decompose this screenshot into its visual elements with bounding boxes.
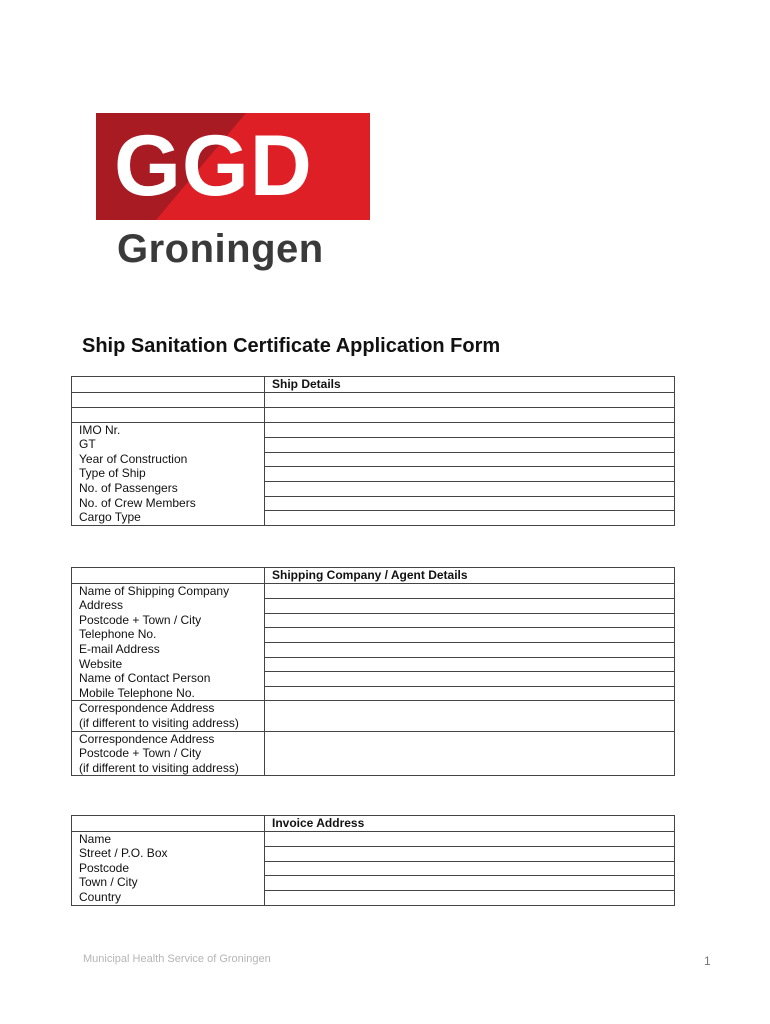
input-correspondence-address[interactable]: [265, 701, 675, 731]
label-email: E-mail Address: [79, 641, 160, 656]
ship-details-header: Ship Details: [265, 377, 675, 393]
input-company-name[interactable]: [265, 584, 674, 600]
input-telephone[interactable]: [265, 628, 674, 643]
label-ship-type: Type of Ship: [79, 466, 146, 481]
input-ship-type[interactable]: [265, 467, 674, 482]
header-empty-cell: [72, 816, 265, 832]
company-field-labels: [72, 583, 265, 701]
label-correspondence-postcode: [72, 731, 265, 776]
label-postcode-town: Postcode + Town / City: [79, 612, 202, 627]
label-cargo: Cargo Type: [79, 510, 141, 525]
input-name[interactable]: [265, 832, 674, 848]
label-name: Name: [79, 831, 112, 846]
page-number: 1: [704, 954, 711, 968]
input-mobile[interactable]: [265, 687, 674, 701]
blank-row-input[interactable]: [265, 407, 675, 422]
label-website: Website: [79, 656, 123, 671]
input-crew[interactable]: [265, 497, 674, 512]
label-mobile: Mobile Telephone No.: [79, 685, 195, 700]
logo-city-name: Groningen: [117, 227, 324, 271]
invoice-address-table: [71, 815, 675, 906]
company-details-table: [71, 567, 675, 776]
page-title: Ship Sanitation Certificate Application Form: [82, 335, 501, 357]
label-correspondence-address: [72, 701, 265, 731]
input-passengers[interactable]: [265, 482, 674, 497]
label-correspondence-note: (if different to visiting address): [79, 715, 239, 730]
input-street[interactable]: [265, 847, 674, 862]
ggd-logo: [96, 113, 370, 273]
input-contact-person[interactable]: [265, 672, 674, 687]
header-empty-cell: [72, 568, 265, 584]
input-country[interactable]: [265, 891, 674, 905]
label-year: Year of Construction: [79, 451, 188, 466]
label-country: Country: [79, 889, 122, 904]
input-cargo[interactable]: [265, 511, 674, 525]
label-telephone: Telephone No.: [79, 627, 157, 642]
label-town: Town / City: [79, 875, 138, 890]
invoice-address-header: Invoice Address: [265, 816, 675, 832]
input-imo[interactable]: [265, 423, 674, 439]
label-correspondence-note: (if different to visiting address): [79, 760, 239, 775]
label-passengers: No. of Passengers: [79, 480, 178, 495]
footer-text: Municipal Health Service of Groningen: [83, 953, 271, 965]
label-street: Street / P.O. Box: [79, 846, 168, 861]
input-address[interactable]: [265, 599, 674, 614]
invoice-field-inputs: [265, 831, 675, 905]
logo-red-block: [96, 113, 370, 220]
input-correspondence-postcode[interactable]: [265, 731, 675, 776]
label-company-name: Name of Shipping Company: [79, 583, 230, 598]
header-empty-cell: [72, 377, 265, 393]
label-imo: IMO Nr.: [79, 422, 121, 437]
label-correspondence-postcode-line: Postcode + Town / City: [79, 746, 202, 761]
blank-row-input[interactable]: [265, 392, 675, 407]
blank-row-label: [72, 392, 265, 407]
invoice-field-labels: [72, 831, 265, 905]
logo-letters: GGD: [114, 118, 313, 214]
ship-details-table: [71, 376, 675, 526]
label-gt: GT: [79, 437, 96, 452]
ship-field-inputs: [265, 422, 675, 525]
label-postcode: Postcode: [79, 860, 130, 875]
label-contact-person: Name of Contact Person: [79, 671, 211, 686]
input-email[interactable]: [265, 643, 674, 658]
input-gt[interactable]: [265, 438, 674, 453]
label-correspondence-line: Correspondence Address: [79, 731, 215, 746]
input-postcode-town[interactable]: [265, 614, 674, 629]
label-crew: No. of Crew Members: [79, 495, 196, 510]
label-correspondence-line: Correspondence Address: [79, 701, 215, 716]
input-postcode[interactable]: [265, 862, 674, 877]
company-field-inputs: [265, 583, 675, 701]
input-town[interactable]: [265, 876, 674, 891]
input-year[interactable]: [265, 453, 674, 468]
ship-field-labels: [72, 422, 265, 525]
input-website[interactable]: [265, 658, 674, 673]
blank-row-label: [72, 407, 265, 422]
company-details-header: Shipping Company / Agent Details: [265, 568, 675, 584]
label-address: Address: [79, 598, 124, 613]
